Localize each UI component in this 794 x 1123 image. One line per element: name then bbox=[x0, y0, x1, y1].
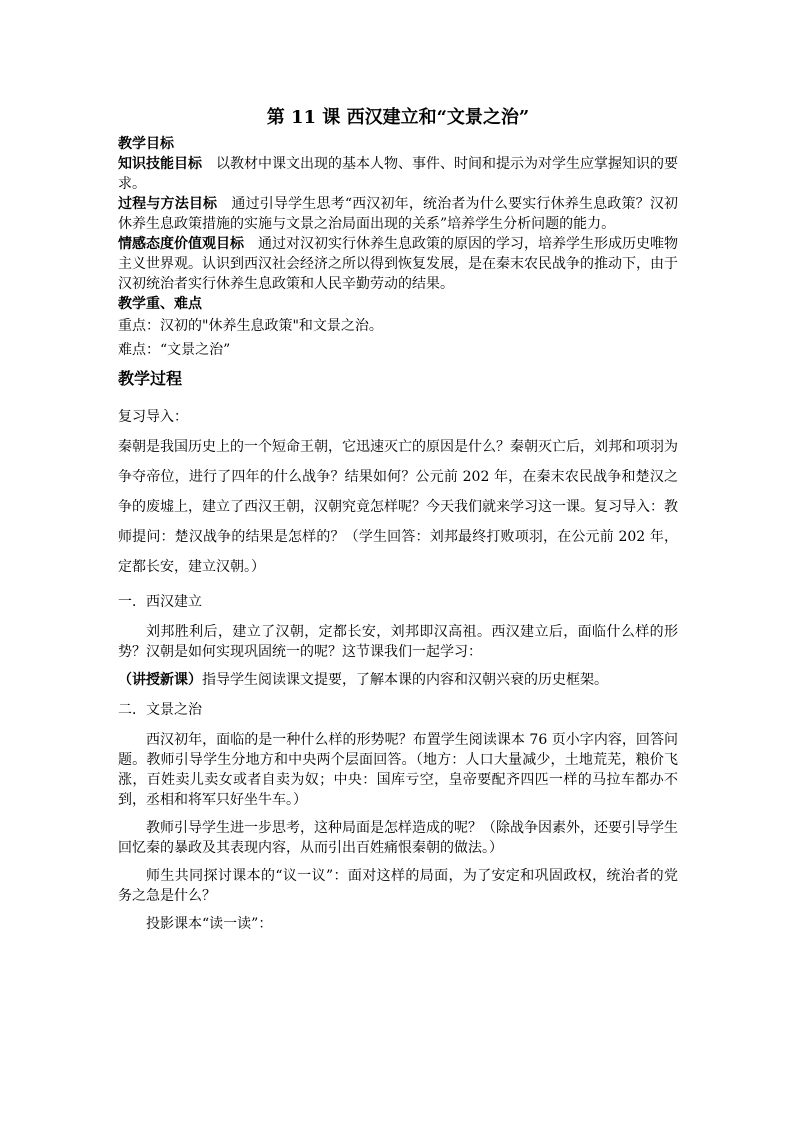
section1-title: 一．西汉建立 bbox=[118, 594, 202, 610]
emotion-objective bbox=[118, 234, 678, 294]
knowledge-objective-text: 以教材中课文出现的基本人物、事件、时间和提示为对学生应掌握知识的要求。 bbox=[118, 156, 678, 192]
key-points-heading: 教学重、难点 bbox=[118, 296, 202, 312]
key-point: 重点：汉初的"休养生息政策"和文景之治。 bbox=[118, 318, 383, 334]
process-heading: 教学过程 bbox=[118, 369, 183, 388]
section2-paragraph-2: 教师引导学生进一步思考，这种局面是怎样造成的呢？（除战争因素外，还要引导学生回忆秦的暴政及其表现内容，从而引出百姓痛恨秦朝的做法。） bbox=[118, 820, 678, 856]
lesson-title: 第 11 课 西汉建立和“文景之治” bbox=[266, 107, 530, 128]
section2-paragraph-4: 投影课本“读一读”： bbox=[146, 916, 273, 932]
section1-paragraph: 刘邦胜利后，建立了汉朝，定都长安，刘邦即汉高祖。西汉建立后，面临什么样的形势？汉朝是如何实现巩固统一的呢？这节课我们一起学习： bbox=[118, 624, 678, 660]
process-objective bbox=[118, 194, 678, 234]
emotion-objective-label: 情感态度价值观目标 bbox=[118, 236, 244, 252]
section2-paragraph-1: 西汉初年，面临的是一种什么样的形势呢？布置学生阅读课本 76 页小字内容，回答问题。教师引导学生分地方和中央两个层面回答。（地方：人口大量减少，土地荒芜，粮价飞涨，百姓卖儿卖女或者自卖为奴；中央：国库亏空，皇帝要配齐四匹一样的马拉车都办不到，丞相和将军只好坐牛车。） bbox=[118, 732, 678, 808]
process-objective-label: 过程与方法目标 bbox=[118, 196, 218, 212]
review-label: 复习导入： bbox=[118, 409, 188, 425]
new-lesson-text: 指导学生阅读课文提要，了解本课的内容和汉朝兴衰的历史框架。 bbox=[202, 672, 608, 688]
new-lesson-label: （讲授新课） bbox=[118, 672, 202, 688]
review-text: 秦朝是我国历史上的一个短命王朝，它迅速灭亡的原因是什么？秦朝灭亡后，刘邦和项羽为争夺帝位，进行了四年的什么战争？结果如何？公元前 202 年，在秦末农民战争和楚汉之争的废墟上，建立了西汉王朝，汉朝究竟怎样呢？今天我们就来学习这一课。复习导入：教师提问：楚汉战争的结果是怎样的？（学生回答：刘邦最终打败项羽，在公元前 202 年，定都长安，建立汉朝。） bbox=[118, 439, 678, 575]
document-content bbox=[118, 106, 678, 942]
section2-paragraph-3: 师生共同探讨课本的“议一议”：面对这样的局面，为了安定和巩固政权，统治者的党务之急是什么？ bbox=[118, 868, 678, 904]
difficult-point: 难点：“文景之治” bbox=[118, 342, 231, 358]
section2-title: 二．文景之治 bbox=[118, 702, 202, 718]
knowledge-objective bbox=[118, 154, 678, 194]
knowledge-objective-label: 知识技能目标 bbox=[118, 156, 202, 172]
new-lesson-paragraph bbox=[118, 670, 678, 690]
objectives-heading: 教学目标 bbox=[118, 136, 174, 152]
emotion-objective-text: 通过对汉初实行休养生息政策的原因的学习，培养学生形成历史唯物主义世界观。认识到西汉社会经济之所以得到恢复发展，是在秦末农民战争的推动下，由于汉初统治者实行休养生息政策和人民辛勤劳动的结果。 bbox=[118, 236, 678, 292]
process-objective-text: 通过引导学生思考“西汉初年，统治者为什么要实行休养生息政策？汉初休养生息政策措施的实施与文景之治局面出现的关系”培养学生分析问题的能力。 bbox=[118, 196, 679, 232]
